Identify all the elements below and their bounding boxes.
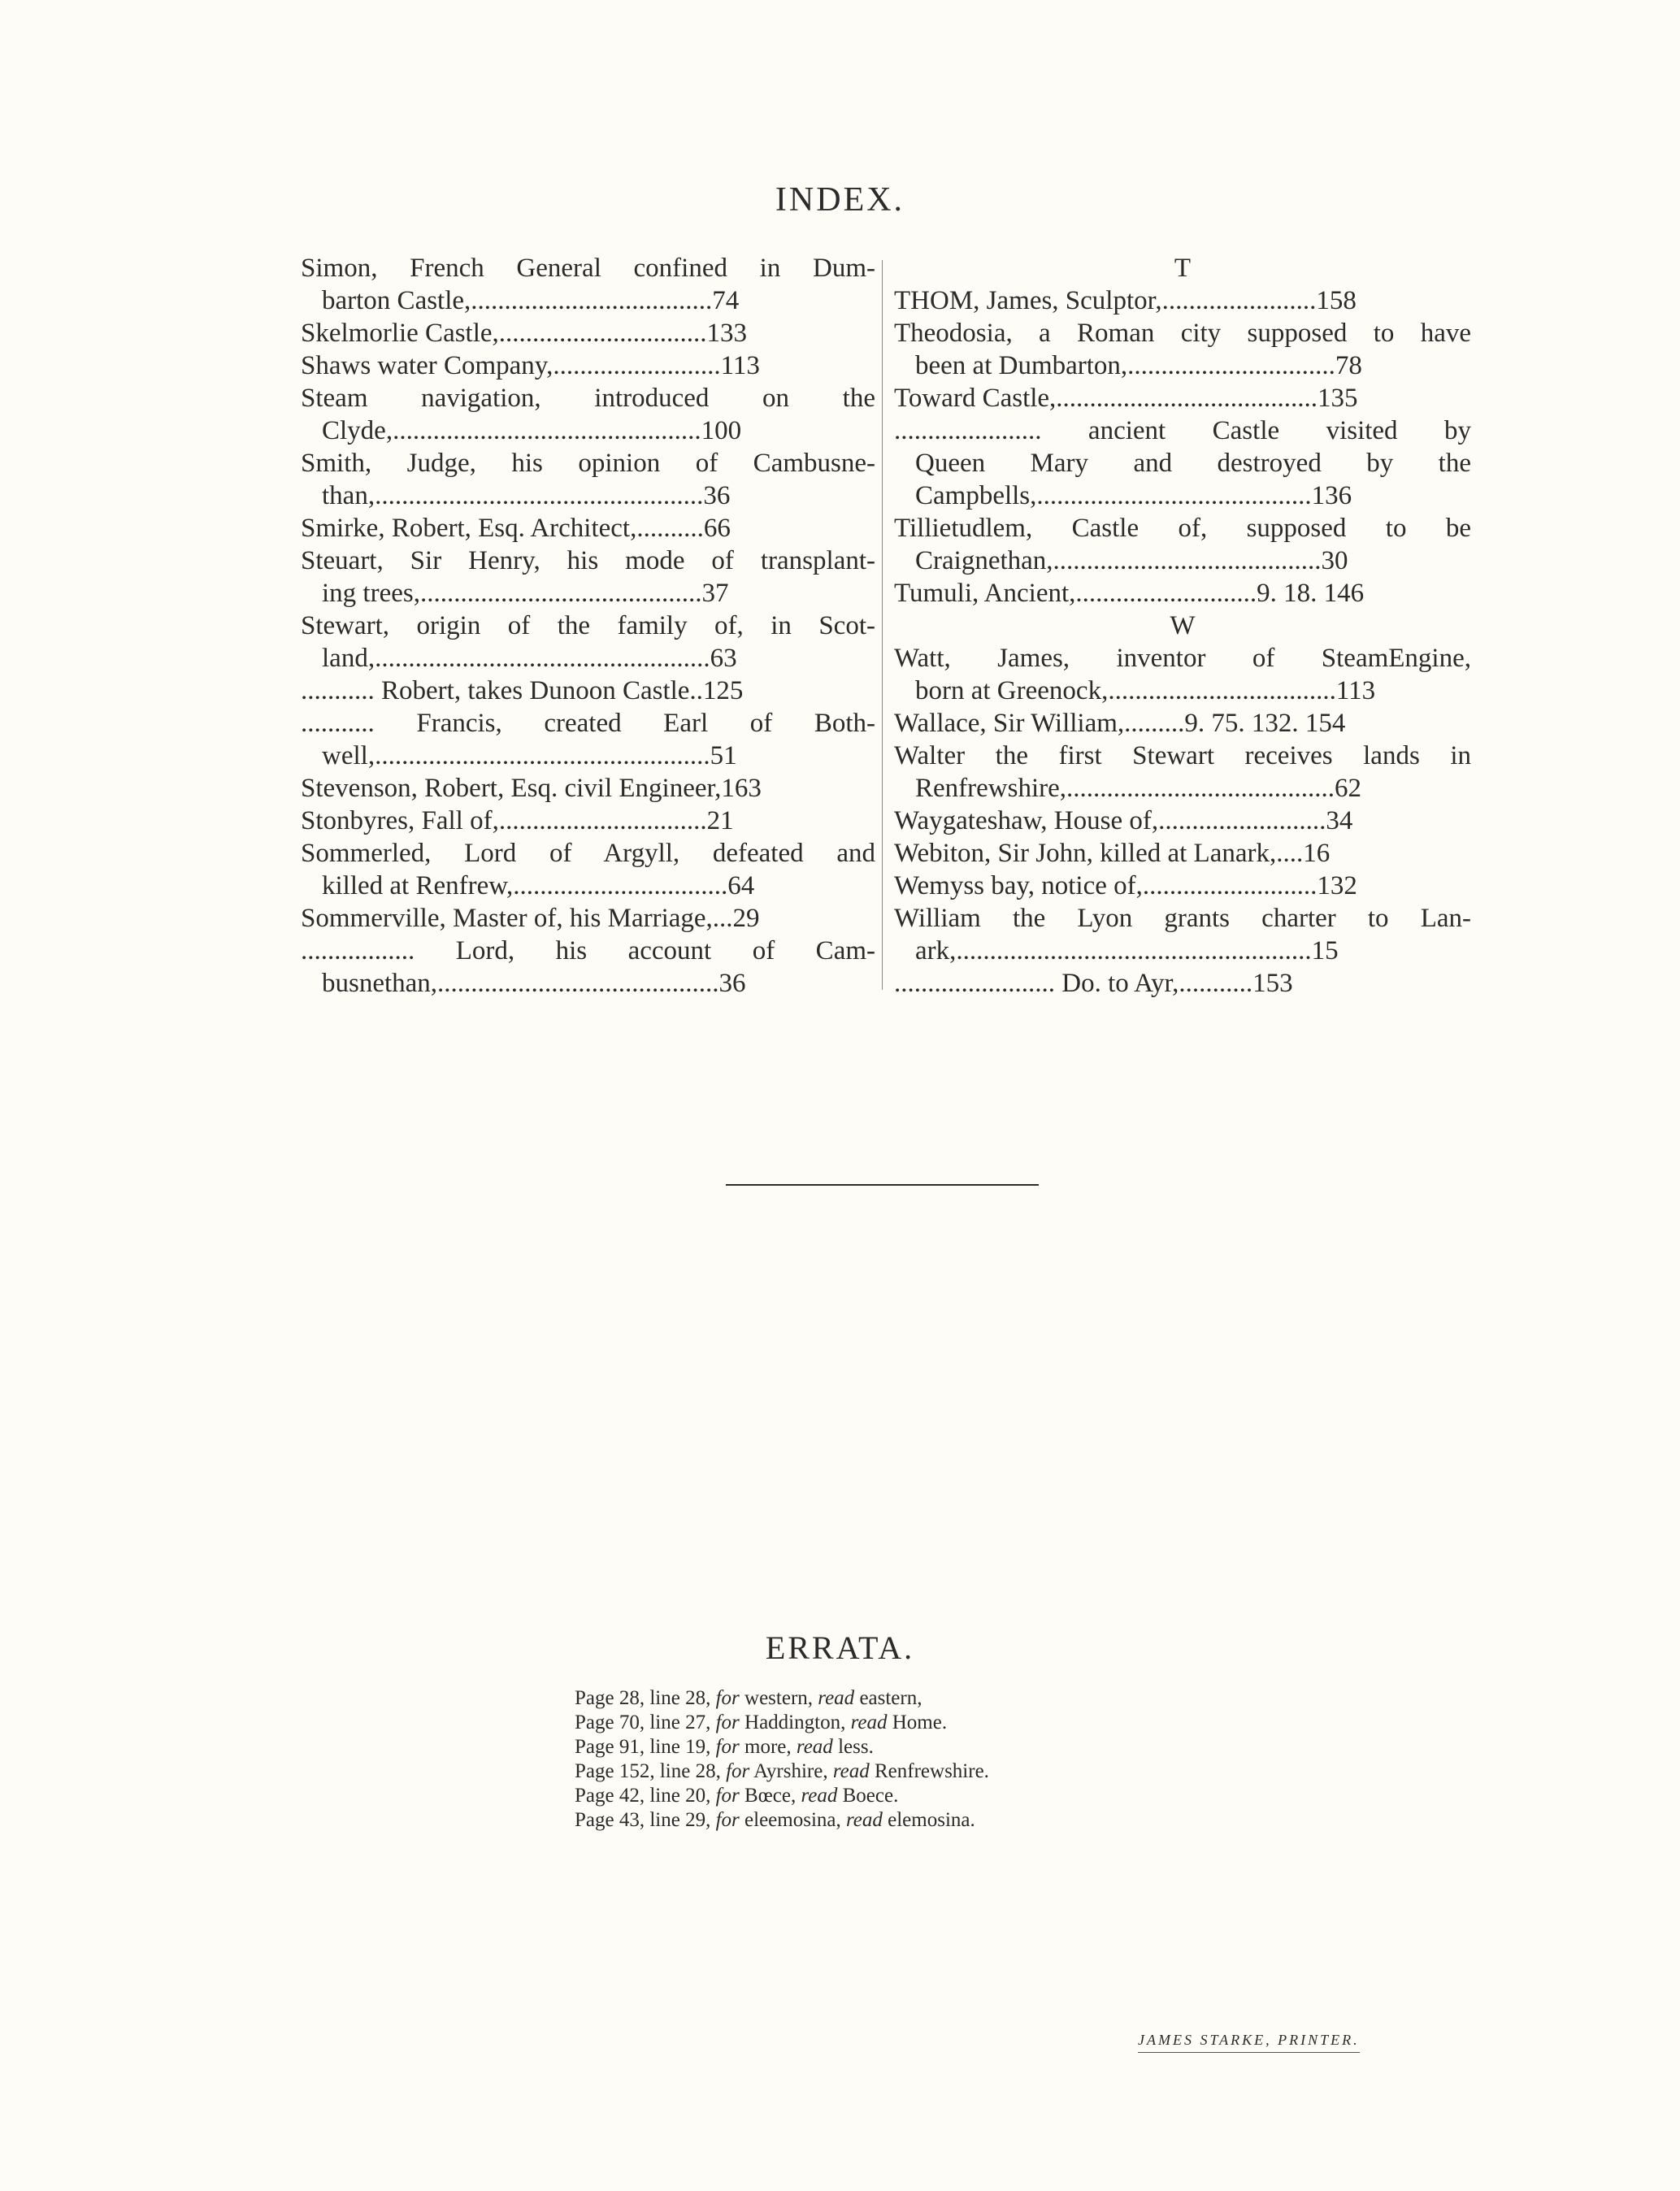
index-entry: Skelmorlie Castle,...............................133 [301, 319, 748, 348]
errata-wrong: Ayrshire, [749, 1760, 833, 1782]
index-entry: Queen Mary and destroyed by the [915, 449, 1471, 478]
index-entry: Stonbyres, Fall of,...............................21 [301, 806, 734, 835]
errata-ref: Page 152, line 28, [575, 1760, 727, 1782]
index-entry: William the Lyon grants charter to Lan- [894, 904, 1471, 933]
index-entry: Simon, French General confined in Dum- [301, 254, 875, 283]
errata-item [575, 1735, 1192, 1759]
errata-read-label: read [850, 1712, 888, 1733]
index-entry: ........................ Do. to Ayr,...........153 [894, 969, 1293, 998]
errata-right: Home. [887, 1712, 948, 1733]
index-entry: Smirke, Robert, Esq. Architect,..........66 [301, 514, 731, 543]
index-entry: busnethan,..........................................36 [322, 969, 746, 998]
index-entry: ...................... ancient Castle visited by [894, 416, 1471, 445]
index-entry: Steuart, Sir Henry, his mode of transplant- [301, 546, 875, 575]
errata-title: ERRATA. [765, 1629, 915, 1666]
printer-imprint: JAMES STARKE, PRINTER. [1138, 2032, 1360, 2053]
index-entry: than,.................................................36 [322, 481, 731, 510]
index-entry: ing trees,..........................................37 [322, 579, 729, 608]
index-entry: ........... Francis, created Earl of Both- [301, 709, 875, 738]
section-rule [726, 1184, 1039, 1186]
errata-item [575, 1759, 1192, 1784]
column-divider [882, 260, 883, 990]
errata-item [575, 1711, 1192, 1735]
errata-for-label: for [715, 1687, 740, 1709]
index-entry: ark,.....................................................15 [915, 936, 1339, 965]
errata-wrong: Haddington, [739, 1712, 851, 1733]
index-entry: Theodosia, a Roman city supposed to have [894, 319, 1471, 348]
errata-wrong: more, [739, 1736, 797, 1758]
index-entry: well,..................................................51 [322, 741, 737, 770]
errata-ref: Page 42, line 20, [575, 1785, 716, 1807]
index-entry: Toward Castle,.......................................135 [894, 384, 1358, 413]
index-entry: barton Castle,....................................74 [322, 286, 740, 315]
errata-ref: Page 43, line 29, [575, 1809, 716, 1831]
index-letter-heading: T [1174, 254, 1192, 283]
index-entry: land,..................................................63 [322, 644, 737, 673]
errata-for-label: for [715, 1712, 740, 1733]
errata-read-label: read [818, 1687, 855, 1709]
index-entry: Wallace, Sir William,.........9. 75. 132. 154 [894, 709, 1346, 738]
errata-for-label: for [715, 1809, 740, 1831]
index-entry: Smith, Judge, his opinion of Cambusne- [301, 449, 875, 478]
index-right-column [894, 252, 1471, 1000]
index-entry: Shaws water Company,.........................113 [301, 351, 760, 380]
index-entry: Stevenson, Robert, Esq. civil Engineer,163 [301, 774, 762, 803]
errata-read-label: read [845, 1809, 883, 1831]
errata-read-label: read [801, 1785, 838, 1807]
index-entry: been at Dumbarton,...............................78 [915, 351, 1362, 380]
index-entry: Webiton, Sir John, killed at Lanark,....16 [894, 839, 1331, 868]
errata-for-label: for [715, 1785, 740, 1807]
index-entry: killed at Renfrew,................................64 [322, 871, 755, 900]
errata-right: elemosina. [882, 1809, 975, 1831]
index-entry: born at Greenock,..................................113 [915, 676, 1376, 705]
errata-item [575, 1808, 1192, 1833]
errata-read-label: read [832, 1760, 870, 1782]
index-entry: Sommerville, Master of, his Marriage,...29 [301, 904, 760, 933]
index-entry: ................. Lord, his account of Cam- [301, 936, 875, 965]
index-entry: Sommerled, Lord of Argyll, defeated and [301, 839, 875, 868]
index-entry: ........... Robert, takes Dunoon Castle..125 [301, 676, 744, 705]
errata-ref: Page 91, line 19, [575, 1736, 716, 1758]
index-entry: Stewart, origin of the family of, in Scot- [301, 611, 875, 640]
index-left-column [301, 252, 875, 1000]
index-entry: Walter the first Stewart receives lands in [894, 741, 1471, 770]
errata-list [575, 1686, 1192, 1833]
page-title: INDEX. [775, 181, 905, 219]
errata-wrong: Bœce, [739, 1785, 801, 1807]
errata-item [575, 1686, 1192, 1711]
errata-wrong: eleemosina, [739, 1809, 846, 1831]
errata-right: eastern, [854, 1687, 922, 1709]
index-entry: Wemyss bay, notice of,..........................132 [894, 871, 1357, 900]
index-entry: Tumuli, Ancient,...........................9. 18. 146 [894, 579, 1365, 608]
index-entry: Tillietudlem, Castle of, supposed to be [894, 514, 1471, 543]
errata-item [575, 1784, 1192, 1808]
index-entry: Steam navigation, introduced on the [301, 384, 875, 413]
index-entry: Campbells,.........................................136 [915, 481, 1352, 510]
errata-read-label: read [796, 1736, 833, 1758]
index-entry: Craignethan,........................................30 [915, 546, 1348, 575]
errata-ref: Page 70, line 27, [575, 1712, 716, 1733]
index-letter-heading: W [1170, 611, 1196, 640]
index-entry: Clyde,..............................................100 [322, 416, 742, 445]
errata-ref: Page 28, line 28, [575, 1687, 716, 1709]
index-entry: Renfrewshire,........................................62 [915, 774, 1362, 803]
index-entry: Watt, James, inventor of SteamEngine, [894, 644, 1471, 673]
index-entry: THOM, James, Sculptor,.......................158 [894, 286, 1357, 315]
errata-for-label: for [715, 1736, 740, 1758]
errata-for-label: for [726, 1760, 750, 1782]
errata-right: Boece. [837, 1785, 899, 1807]
errata-right: Renfrewshire. [869, 1760, 989, 1782]
index-entry: Waygateshaw, House of,.........................34 [894, 806, 1353, 835]
errata-right: less. [832, 1736, 874, 1758]
errata-wrong: western, [739, 1687, 818, 1709]
